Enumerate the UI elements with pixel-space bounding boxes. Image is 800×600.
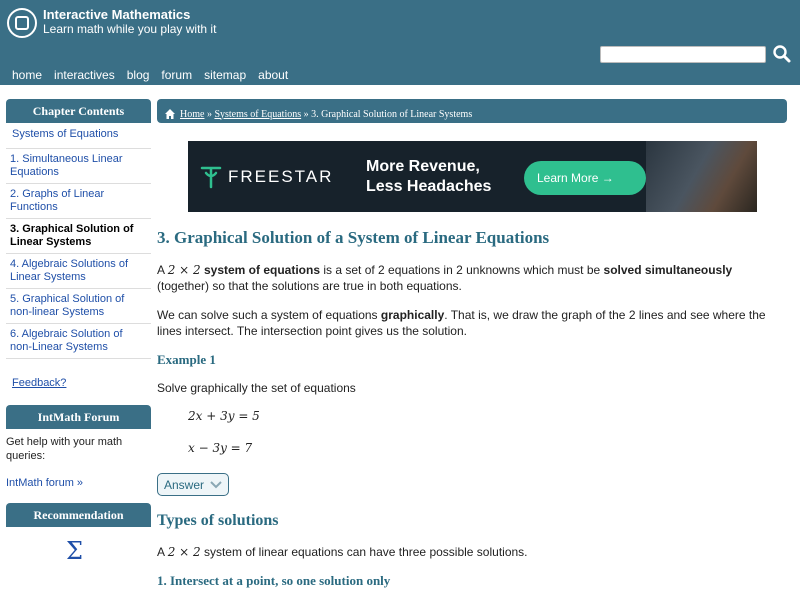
text: is a set of 2 equations in 2 unknowns which must be	[320, 263, 604, 277]
feedback-link[interactable]: Feedback?	[12, 377, 67, 389]
chapter-contents-heading: Chapter Contents	[6, 99, 151, 123]
text: system of linear equations can have three possible solutions.	[200, 545, 528, 559]
site-header	[0, 0, 800, 85]
page-title: 3. Graphical Solution of a System of Linear Equations	[157, 228, 550, 247]
logo-icon[interactable]	[7, 8, 37, 38]
home-icon[interactable]	[165, 109, 175, 119]
forum-heading: IntMath Forum	[6, 405, 151, 429]
example-heading: Example 1	[157, 352, 216, 367]
site-tagline: Learn math while you play with it	[43, 22, 217, 36]
nav-blog[interactable]: blog	[126, 68, 150, 82]
chapter-link[interactable]: Systems of Equations	[12, 128, 119, 140]
answer-label: Answer	[164, 477, 205, 492]
sidebar-item-label[interactable]: 1. Simultaneous Linear Equations	[10, 153, 123, 178]
sidebar-item-label[interactable]: 4. Algebraic Solutions of Linear Systems	[10, 258, 129, 283]
breadcrumb	[157, 99, 787, 123]
equation-2: x − 3y = 7	[188, 441, 253, 455]
chevron-down-icon	[210, 481, 222, 489]
sidebar-item-3-current: 3. Graphical Solution of Linear Systems	[6, 219, 151, 254]
chapter-list	[6, 123, 151, 359]
intro-paragraph	[157, 262, 787, 294]
sidebar-item-6[interactable]	[6, 324, 151, 359]
forum-text: Get help with your math queries:	[6, 436, 123, 462]
text: A	[157, 263, 168, 277]
text: A	[157, 545, 168, 559]
freestar-logo-icon	[200, 165, 222, 189]
sidebar-item-label[interactable]: 2. Graphs of Linear Functions	[10, 188, 105, 213]
ad-headline-line1: More Revenue,	[366, 158, 480, 175]
svg-text:Σ: Σ	[66, 537, 83, 565]
recommendation-heading: Recommendation	[6, 503, 151, 527]
search-input[interactable]	[600, 46, 766, 63]
example-text: Solve graphically the set of equations	[157, 381, 356, 395]
sidebar-item-label[interactable]: 6. Algebraic Solution of non-Linear Systems	[10, 328, 123, 353]
top-nav	[12, 68, 288, 82]
answer-button[interactable]	[157, 473, 229, 496]
breadcrumb-separator: »	[206, 108, 212, 120]
text: We can solve such a system of equations	[157, 308, 381, 322]
sidebar-item-1[interactable]	[6, 149, 151, 184]
text: (together) so that the solutions are true in both equations.	[157, 279, 462, 293]
sigma-icon	[6, 527, 151, 567]
sidebar	[6, 99, 151, 572]
nav-sitemap[interactable]: sitemap	[204, 68, 247, 82]
equation-1: 2x + 3y = 5	[188, 409, 260, 423]
bold-term: graphically	[380, 308, 445, 322]
sidebar-item-2[interactable]	[6, 184, 151, 219]
sidebar-item-4[interactable]	[6, 254, 151, 289]
ad-banner[interactable]	[188, 141, 757, 212]
breadcrumb-separator: »	[303, 108, 309, 120]
forum-link[interactable]: IntMath forum »	[6, 477, 84, 489]
sidebar-item-chapter[interactable]	[6, 123, 151, 149]
math-2x2: 2 × 2	[167, 263, 201, 277]
ad-headline-line2: Less Headaches	[366, 178, 492, 195]
ad-headline	[366, 157, 491, 197]
sidebar-item-5[interactable]	[6, 289, 151, 324]
nav-home[interactable]: home	[12, 68, 43, 82]
nav-about[interactable]: about	[258, 68, 289, 82]
ad-learn-more-button[interactable]: Learn More →	[524, 161, 646, 195]
nav-interactives[interactable]: interactives	[54, 68, 115, 82]
bold-term: system of equations	[200, 263, 321, 277]
types-heading: Types of solutions	[157, 512, 279, 529]
breadcrumb-home[interactable]: Home	[180, 108, 205, 120]
breadcrumb-current: 3. Graphical Solution of Linear Systems	[311, 108, 473, 120]
intersect-heading: 1. Intersect at a point, so one solution only	[157, 573, 391, 588]
graphical-paragraph	[157, 307, 787, 339]
search-icon[interactable]	[772, 44, 792, 64]
site-title[interactable]: Interactive Mathematics	[43, 7, 191, 22]
text: . That is, we draw the graph of the 2 lines and see where the lines intersect. The intersection point gives us the solution.	[157, 308, 766, 338]
bold-term: solved simultaneously	[603, 263, 733, 277]
nav-forum[interactable]: forum	[161, 68, 193, 82]
ad-photo	[646, 141, 757, 212]
sidebar-item-label[interactable]: 5. Graphical Solution of non-linear Systems	[10, 293, 125, 318]
breadcrumb-section[interactable]: Systems of Equations	[214, 108, 302, 120]
types-paragraph	[157, 544, 787, 560]
main-content	[157, 228, 787, 589]
ad-brand: FREESTAR	[228, 167, 334, 186]
math-2x2: 2 × 2	[167, 545, 201, 559]
